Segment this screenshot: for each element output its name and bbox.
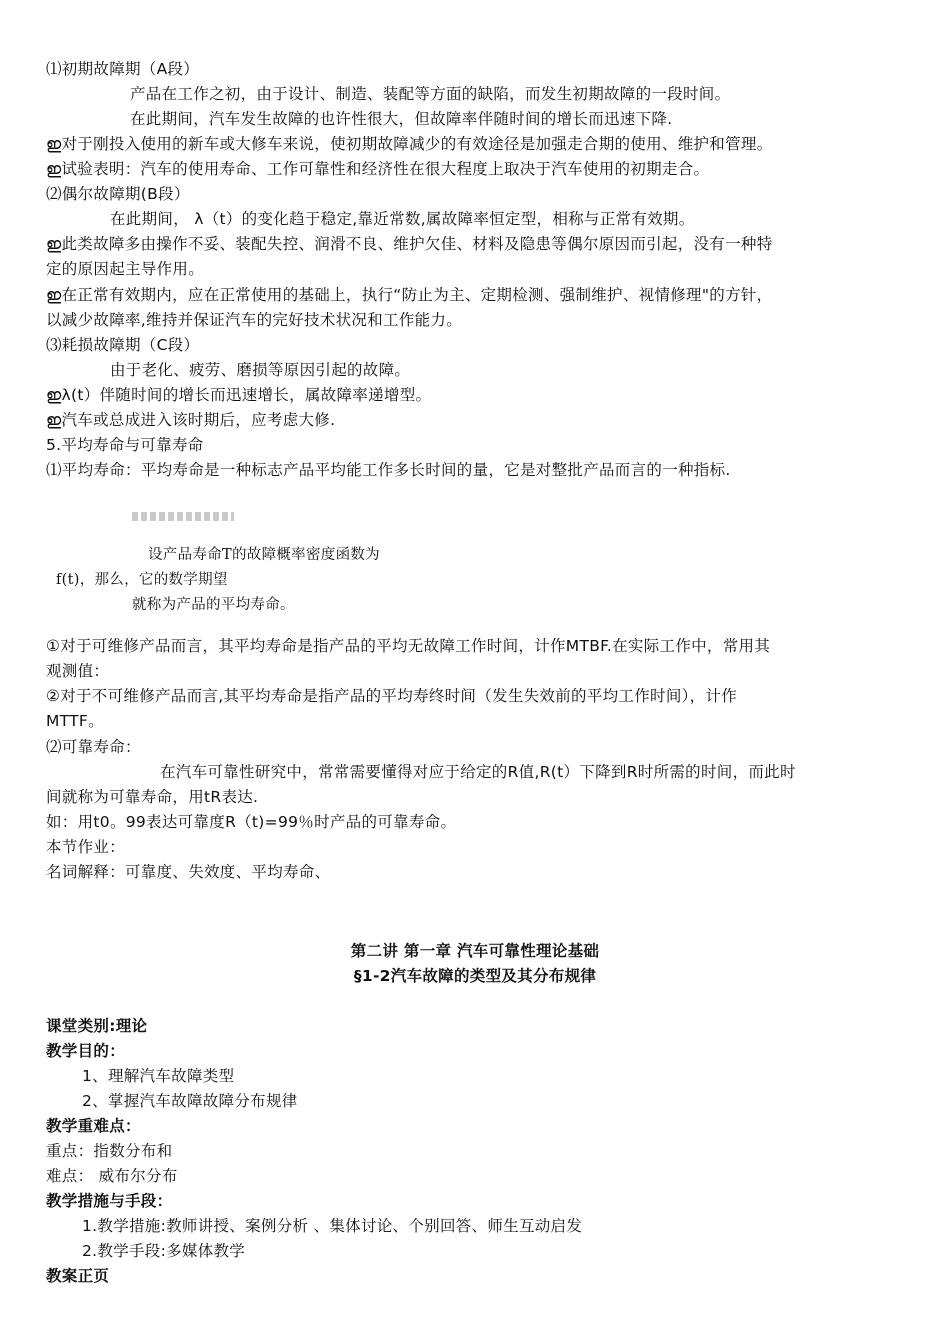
para-text: 设产品寿命T的故障概率密度函数为 <box>148 547 380 563</box>
bullet-item: ഇ试验表明：汽车的使用寿命、工作可靠性和经济性在很大程度上取决于汽车使用的初期走合。 <box>46 160 710 178</box>
para-text: 在汽车可靠性研究中，常常需要懂得对应于给定的R值,R(t）下降到R时所需的时间，而此时 <box>160 763 796 781</box>
para-text: 在此期间， λ（t）的变化趋于稳定,靠近常数,属故障率恒定型，相称与正常有效期。 <box>110 210 695 228</box>
teaching-purpose-title: 教学目的： <box>46 1042 126 1060</box>
bullet-item: ഇ在正常有效期内，应在正常使用的基础上，执行“防止为主、定期检测、强制维护、视情修理"的方针， <box>46 286 773 304</box>
lesson-plan-main-page: 教案正页 <box>46 1267 110 1285</box>
para-text: 间就称为可靠寿命，用tR表达. <box>46 788 259 806</box>
para-text: 就称为产品的平均寿命。 <box>132 597 295 613</box>
class-category: 课堂类别:理论 <box>46 1017 148 1035</box>
teaching-purpose-item: 2、掌握汽车故障故障分布规律 <box>82 1092 298 1110</box>
para-text: 由于老化、疲劳、磨损等原因引起的故障。 <box>110 361 411 379</box>
para-text: 以减少故障率,维持并保证汽车的完好技术状况和工作能力。 <box>46 311 463 329</box>
section-heading: §1-2汽车故障的类型及其分布规律 <box>353 967 597 985</box>
para-example: 如：用t0。99表达可靠度R（t)=99％时产品的可靠寿命。 <box>46 813 457 831</box>
homework-text: 名词解释：可靠度、失效度、平均寿命、 <box>46 863 331 881</box>
para-text: 观测值： <box>46 662 110 680</box>
method-item: 1.教学措施:教师讲授、案例分析 、集体讨论、个别回答、师生互动启发 <box>82 1217 583 1235</box>
para-text: 产品在工作之初，由于设计、制造、装配等方面的缺陷，而发生初期故障的一段时间。 <box>130 85 731 103</box>
para-wearout-failure-title: ⑶耗损故障期（C段） <box>46 336 200 354</box>
para-random-failure-title: ⑵偶尔故障期(B段） <box>46 185 190 203</box>
para-text: f(t)，那么，它的数学期望 <box>56 572 228 588</box>
para-text: MTTF。 <box>46 712 104 730</box>
faded-formula-image <box>132 512 234 521</box>
bullet-item: ഇ汽车或总成进入该时期后，应考虑大修. <box>46 411 336 429</box>
bullet-item: ഇ对于刚投入使用的新车或大修车来说，使初期故障减少的有效途径是加强走合期的使用、维护和管理。 <box>46 135 773 153</box>
para-mean-life: ⑴平均寿命：平均寿命是一种标志产品平均能工作多长时间的量，它是对整批产品而言的一种指标. <box>46 461 731 479</box>
homework-title: 本节作业： <box>46 838 126 856</box>
bullet-item: ഇλ(t）伴随时间的增长而迅速增长，属故障率递增型。 <box>46 386 432 404</box>
lecture-heading: 第二讲 第一章 汽车可靠性理论基础 <box>350 942 600 960</box>
key-points-title: 教学重难点： <box>46 1117 141 1135</box>
para-mttf: ②对于不可维修产品而言,其平均寿命是指产品的平均寿终时间（发生失效前的平均工作时间），计作 <box>46 687 738 705</box>
para-mtbf: ①对于可维修产品而言，其平均寿命是指产品的平均无故障工作时间，计作MTBF.在实际工作中，常用其 <box>46 637 771 655</box>
bullet-item: ഇ此类故障多由操作不妥、装配失控、润滑不良、维护欠佳、材料及隐患等偶尔原因而引起，没有一种特 <box>46 235 773 253</box>
method-item: 2.教学手段:多媒体教学 <box>82 1242 246 1260</box>
para-text: 定的原因起主导作用。 <box>46 260 205 278</box>
teaching-purpose-item: 1、理解汽车故障类型 <box>82 1067 235 1085</box>
methods-title: 教学措施与手段： <box>46 1192 173 1210</box>
para-text: 在此期间，汽车发生故障的也许性很大，但故障率伴随时间的增长而迅速下降. <box>130 110 673 128</box>
para-reliable-life-title: ⑵可靠寿命： <box>46 738 141 756</box>
section-title: 5.平均寿命与可靠寿命 <box>46 436 204 454</box>
para-early-failure-title: ⑴初期故障期（A段） <box>46 60 200 78</box>
difficult-point: 难点： 威布尔分布 <box>46 1167 178 1185</box>
key-point: 重点：指数分布和 <box>46 1142 173 1160</box>
